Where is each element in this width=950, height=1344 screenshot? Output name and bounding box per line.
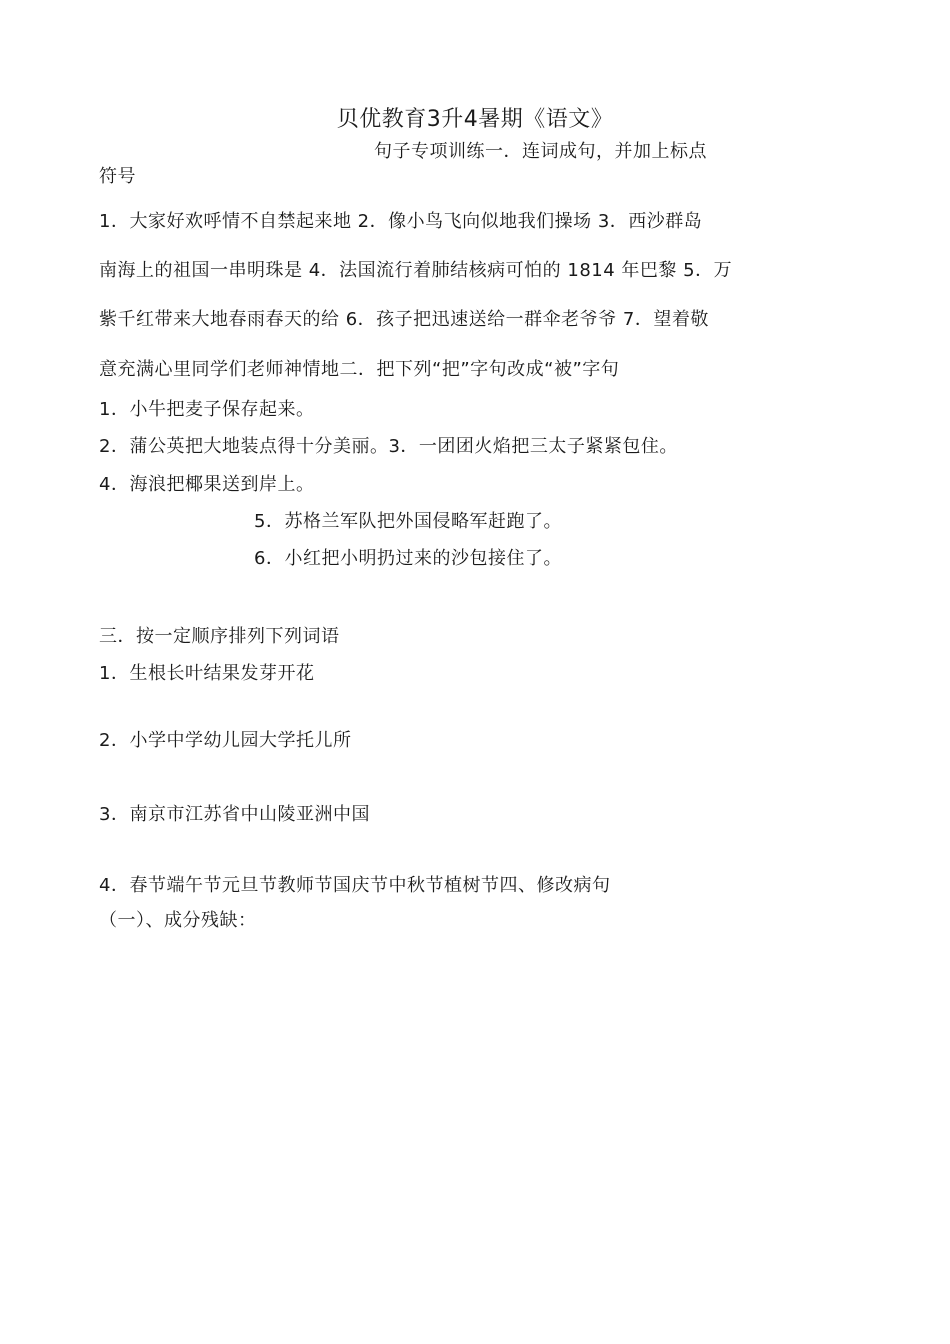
section-1-heading: 句子专项训练一．连词成句，并加上标点 — [374, 141, 707, 162]
paragraph-line: 意充满心里同学们老师神情地二．把下列“把”字句改成“被”字句 — [99, 359, 620, 380]
section-1-heading-continued: 符号 — [99, 166, 136, 187]
paragraph-line: 紫千红带来大地春雨春天的给 6．孩子把迅速送给一群伞老爷爷 7．望着敬 — [99, 309, 709, 330]
exercise-item: 2．蒲公英把大地装点得十分美丽。3．一团团火焰把三太子紧紧包住。 — [99, 436, 678, 457]
subsection-heading: （一）、成分残缺： — [99, 910, 257, 931]
exercise-item: 2．小学中学幼儿园大学托儿所 — [99, 730, 352, 751]
paragraph-line: 1．大家好欢呼情不自禁起来地 2．像小鸟飞向似地我们操场 3．西沙群岛 — [99, 211, 703, 232]
exercise-item: 1．生根长叶结果发芽开花 — [99, 663, 315, 684]
exercise-item: 6．小红把小明扔过来的沙包接住了。 — [254, 548, 562, 569]
paragraph-line: 南海上的祖国一串明珠是 4．法国流行着肺结核病可怕的 1814 年巴黎 5．万 — [99, 260, 733, 281]
exercise-item: 1．小牛把麦子保存起来。 — [99, 399, 315, 420]
exercise-item: 3．南京市江苏省中山陵亚洲中国 — [99, 804, 370, 825]
exercise-item: 5．苏格兰军队把外国侵略军赶跑了。 — [254, 511, 562, 532]
section-3-heading: 三．按一定顺序排列下列词语 — [99, 626, 340, 647]
document-title: 贝优教育3升4暑期《语文》 — [336, 107, 614, 132]
exercise-item: 4．海浪把椰果送到岸上。 — [99, 474, 315, 495]
exercise-item: 4．春节端午节元旦节教师节国庆节中秋节植树节四、修改病句 — [99, 875, 611, 896]
